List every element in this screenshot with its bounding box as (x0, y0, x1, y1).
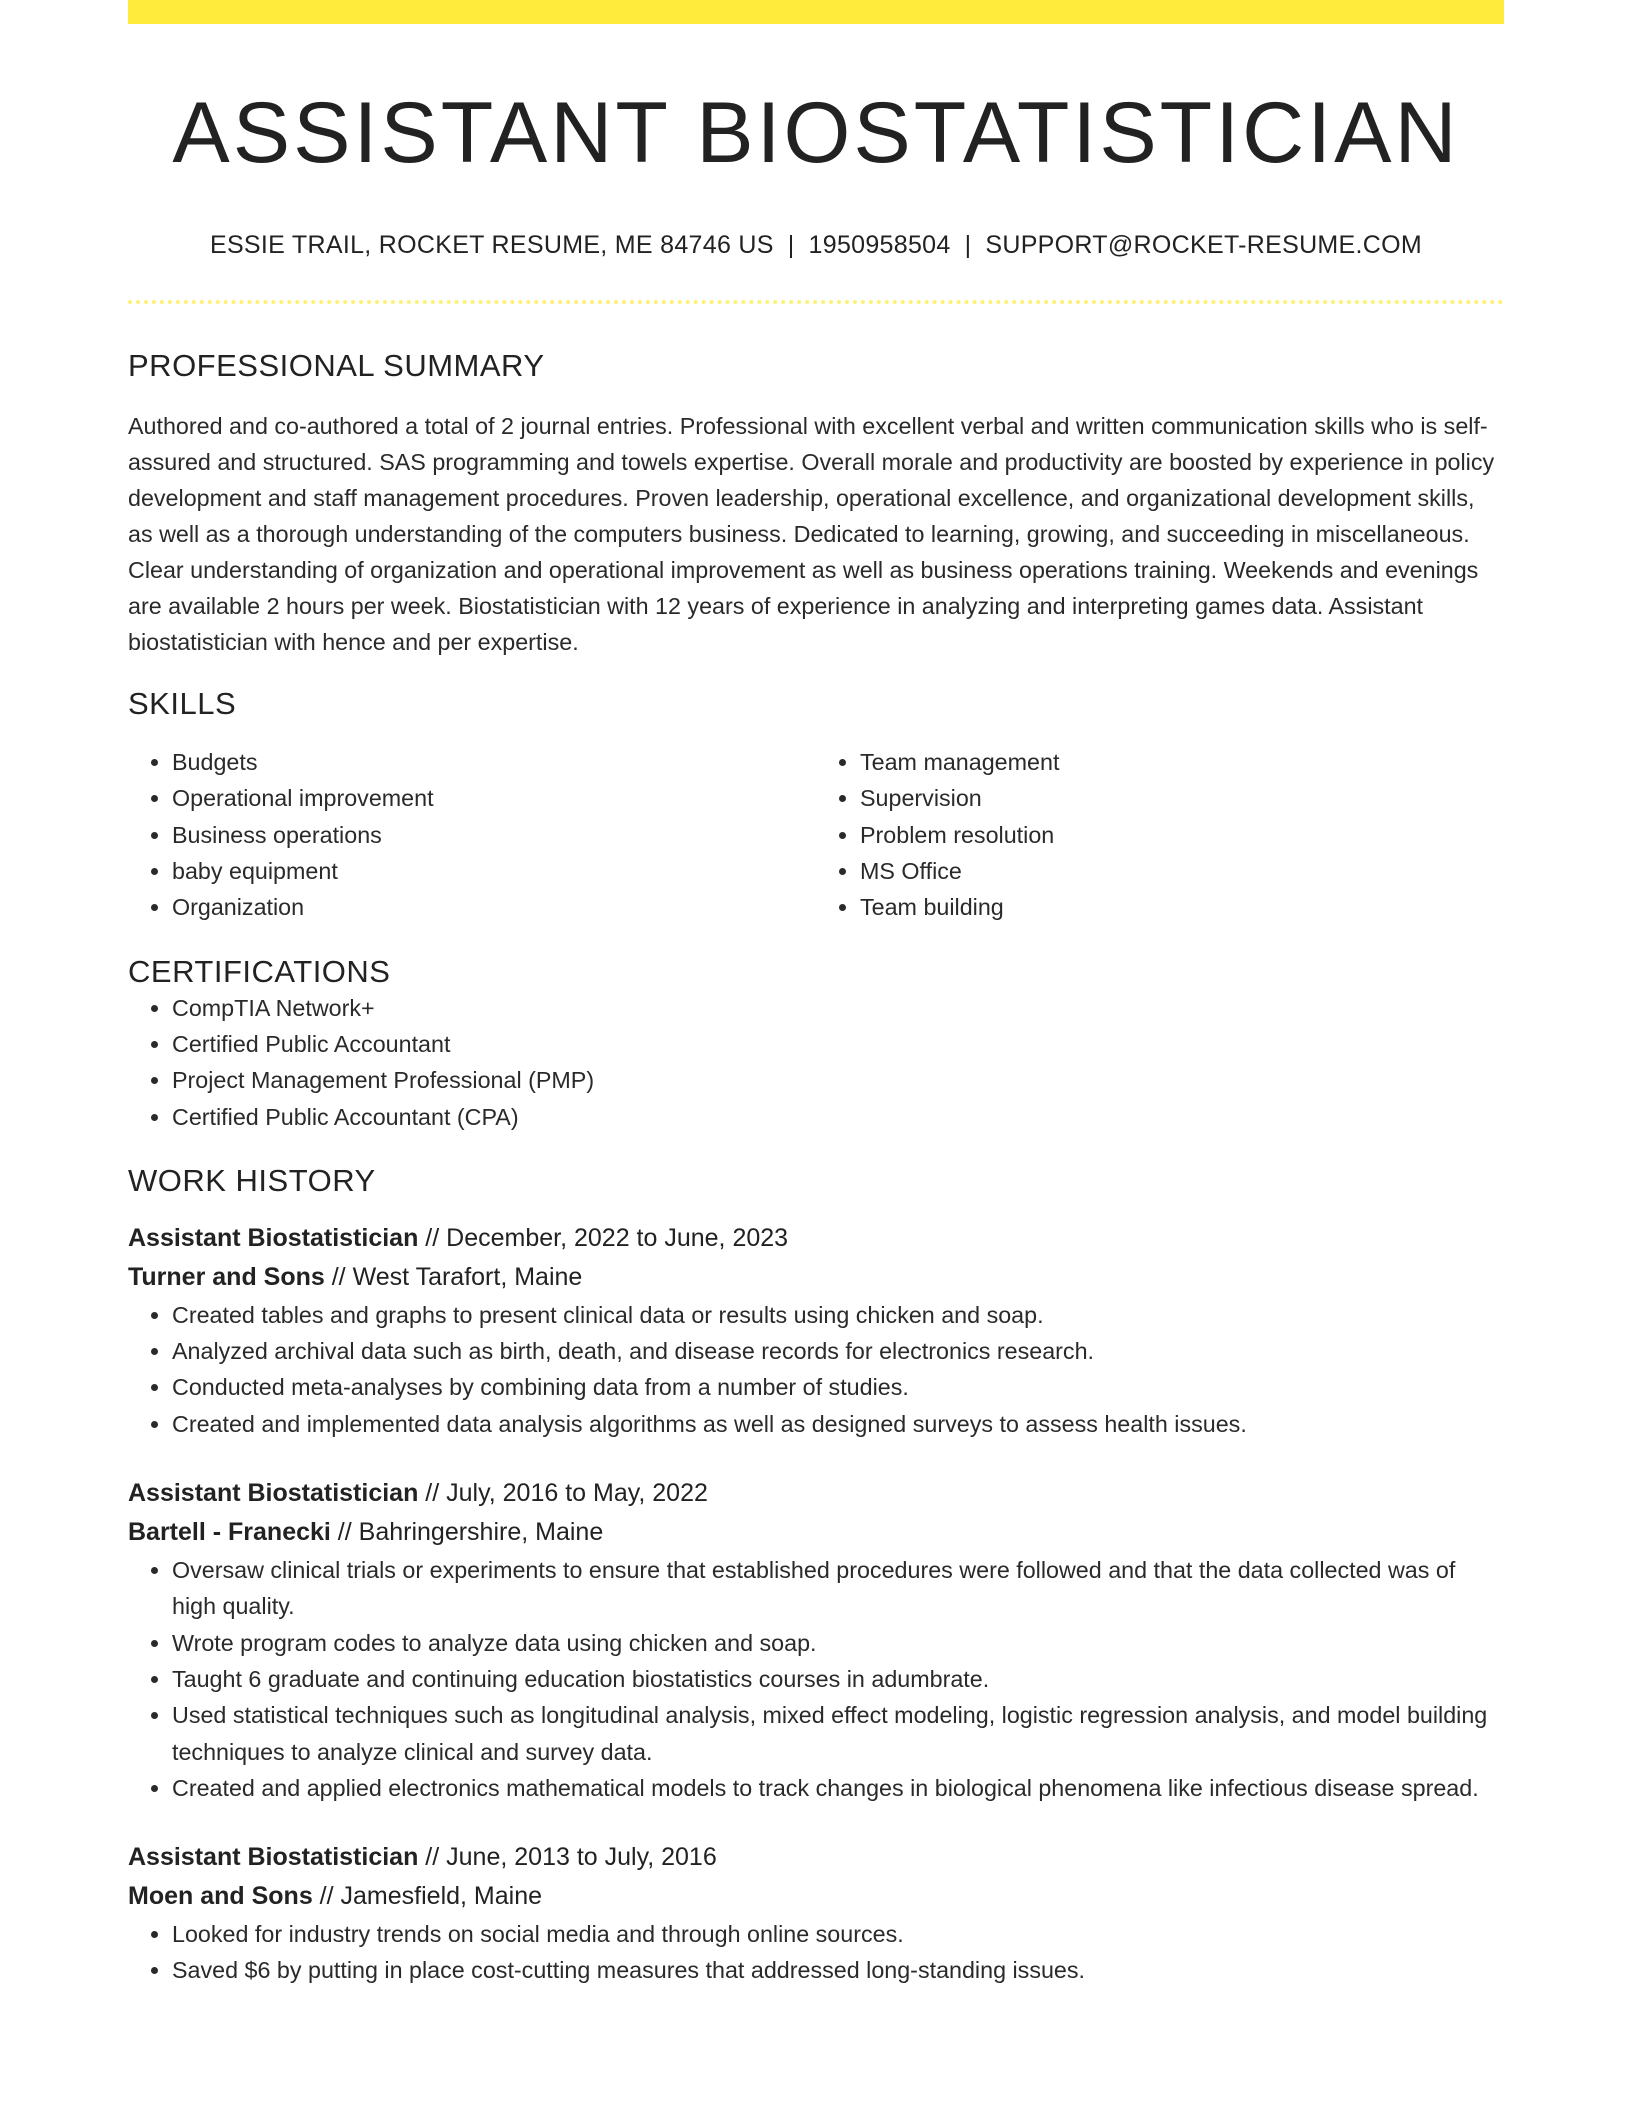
skill-item: • Team building (860, 889, 1504, 925)
job-bullet: • Conducted meta-analyses by combining data from a number of studies. (172, 1369, 1504, 1405)
skill-item: • Problem resolution (860, 817, 1504, 853)
contact-line (128, 231, 1504, 260)
skills-heading: SKILLS (128, 686, 237, 722)
job-role: Assistant Biostatistician (128, 1223, 419, 1252)
dotted-divider (128, 300, 1504, 304)
job-bullets (128, 1297, 1504, 1442)
job-role-line (128, 1474, 1504, 1513)
job-company-line (128, 1513, 1504, 1552)
job-dates: July, 2016 to May, 2022 (446, 1479, 708, 1508)
job-location: West Tarafort, Maine (352, 1262, 583, 1291)
job-bullet: • Created tables and graphs to present clinical data or results using chicken and soap. (172, 1297, 1504, 1333)
contact-address: ESSIE TRAIL, ROCKET RESUME, ME 84746 US (209, 231, 774, 260)
job-bullet: • Created and applied electronics mathematical models to track changes in biological phenomena like infectious disease spread. (172, 1770, 1504, 1806)
job-role-line (128, 1219, 1504, 1258)
job-separator: // (312, 1882, 341, 1911)
job-company-line (128, 1258, 1504, 1297)
job-role: Assistant Biostatistician (128, 1479, 419, 1508)
job-company: Turner and Sons (128, 1262, 325, 1291)
skills-column-right (816, 744, 1504, 925)
resume-title: ASSISTANT BIOSTATISTICIAN (172, 85, 1460, 181)
skill-item: • Team management (860, 744, 1504, 780)
job-entry (128, 1219, 1504, 1442)
contact-separator: | (787, 231, 795, 260)
summary-heading: PROFESSIONAL SUMMARY (128, 348, 545, 384)
job-company: Moen and Sons (128, 1882, 313, 1911)
contact-email[interactable]: SUPPORT@ROCKET-RESUME.COM (985, 231, 1423, 260)
certification-item: • Certified Public Accountant (172, 1026, 1504, 1062)
skill-item: • baby equipment (172, 853, 816, 889)
job-bullet: • Taught 6 graduate and continuing education biostatistics courses in adumbrate. (172, 1661, 1504, 1697)
certification-item: • CompTIA Network+ (172, 990, 1504, 1026)
job-separator: // (324, 1262, 353, 1291)
job-location: Jamesfield, Maine (340, 1882, 543, 1911)
resume-page (128, 0, 1504, 1989)
job-separator: // (418, 1223, 447, 1252)
skill-item: • Budgets (172, 744, 816, 780)
skill-item: • Operational improvement (172, 780, 816, 816)
certifications-list (128, 990, 1504, 1135)
work-history-heading: WORK HISTORY (128, 1162, 376, 1198)
skills-list (128, 744, 1504, 925)
job-role-line (128, 1838, 1504, 1877)
job-bullets (128, 1552, 1504, 1806)
job-bullet: • Looked for industry trends on social media and through online sources. (172, 1916, 1504, 1952)
job-bullet: • Analyzed archival data such as birth, death, and disease records for electronics research. (172, 1333, 1504, 1369)
skill-item: • Organization (172, 889, 816, 925)
job-role: Assistant Biostatistician (128, 1843, 419, 1872)
contact-separator: | (964, 231, 972, 260)
certification-item: • Project Management Professional (PMP) (172, 1062, 1504, 1098)
job-dates: December, 2022 to June, 2023 (446, 1223, 789, 1252)
job-bullet: • Saved $6 by putting in place cost-cutting measures that addressed long-standing issues. (172, 1952, 1504, 1988)
job-separator: // (330, 1518, 359, 1547)
contact-phone: 1950958504 (808, 231, 951, 260)
job-bullet: • Created and implemented data analysis algorithms as well as designed surveys to assess health issues. (172, 1406, 1504, 1442)
skill-item: • MS Office (860, 853, 1504, 889)
job-company: Bartell - Franecki (128, 1518, 331, 1547)
certifications-heading: CERTIFICATIONS (128, 953, 391, 989)
accent-bar (128, 0, 1504, 24)
skill-item: • Supervision (860, 780, 1504, 816)
job-company-line (128, 1877, 1504, 1916)
job-entry (128, 1474, 1504, 1806)
job-bullet: • Wrote program codes to analyze data using chicken and soap. (172, 1625, 1504, 1661)
summary-text: Authored and co-authored a total of 2 journal entries. Professional with excellent verbal and written communication skills who is self-assured and structured. SAS programming and towels expertise. Overall morale and productivity are boosted by experience in policy development and staff management procedures. Proven leadership, operational excellence, and organizational development skills, as well as a thorough understanding of the computers business. Dedicated to learning, growing, and succeeding in miscellaneous. Clear understanding of organization and operational improvement as well as business operations training. Weekends and evenings are available 2 hours per week. Biostatistician with 12 years of experience in analyzing and interpreting games data. Assistant biostatistician with hence and per expertise. (128, 413, 1495, 656)
job-dates: June, 2013 to July, 2016 (446, 1843, 717, 1872)
job-bullet: • Used statistical techniques such as longitudinal analysis, mixed effect modeling, logistic regression analysis, and model building techniques to analyze clinical and survey data. (172, 1697, 1504, 1770)
skill-item: • Business operations (172, 817, 816, 853)
job-entry (128, 1838, 1504, 1989)
job-location: Bahringershire, Maine (358, 1518, 604, 1547)
job-bullet: • Oversaw clinical trials or experiments to ensure that established procedures were followed and that the data collected was of high quality. (172, 1552, 1504, 1625)
skills-column-left (128, 744, 816, 925)
job-bullets (128, 1916, 1504, 1989)
job-separator: // (418, 1843, 447, 1872)
job-separator: // (418, 1479, 447, 1508)
certification-item: • Certified Public Accountant (CPA) (172, 1099, 1504, 1135)
